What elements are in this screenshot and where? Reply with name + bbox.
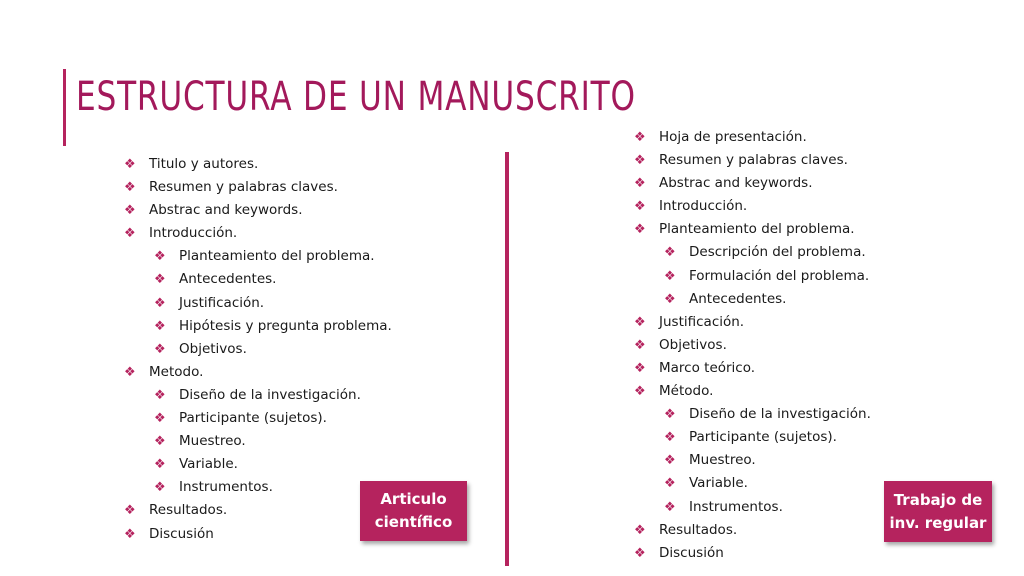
diamond-flower-icon: ❖ bbox=[154, 387, 166, 403]
sub-list-item bbox=[124, 430, 392, 453]
list-item-text: Objetivos. bbox=[659, 336, 727, 353]
list-item-text: Objetivos. bbox=[179, 340, 247, 357]
diamond-flower-icon: ❖ bbox=[634, 199, 646, 215]
list-item-text: Introducción. bbox=[149, 225, 238, 242]
diamond-flower-icon: ❖ bbox=[634, 176, 646, 192]
list-item-text: Muestreo. bbox=[179, 433, 246, 450]
sub-list-item bbox=[634, 472, 871, 495]
list-item-text: Hoja de presentación. bbox=[659, 129, 807, 145]
sub-list-item bbox=[634, 496, 871, 519]
list-item bbox=[124, 199, 392, 222]
sub-list-item bbox=[634, 403, 871, 426]
sub-list-item bbox=[124, 384, 392, 407]
diamond-flower-icon: ❖ bbox=[124, 364, 136, 380]
list-item-text: Planteamiento del problema. bbox=[659, 221, 855, 238]
list-item bbox=[634, 172, 871, 195]
list-item-text: Planteamiento del problema. bbox=[179, 248, 375, 265]
column-divider bbox=[505, 152, 509, 566]
articulo-cientifico-text: Articulo científico bbox=[374, 490, 453, 531]
list-item bbox=[634, 311, 871, 334]
list-item bbox=[634, 149, 871, 172]
diamond-flower-icon: ❖ bbox=[664, 476, 676, 492]
list-item bbox=[124, 523, 392, 546]
sub-list-item bbox=[124, 315, 392, 338]
list-item-text: Instrumentos. bbox=[689, 498, 783, 515]
list-item-text: Descripción del problema. bbox=[689, 244, 866, 261]
trabajo-investigacion-text: Trabajo de inv. regular bbox=[889, 490, 987, 532]
articulo-cientifico-label bbox=[360, 481, 467, 541]
diamond-flower-icon: ❖ bbox=[124, 203, 136, 219]
list-item bbox=[124, 361, 392, 384]
title-accent-bar bbox=[63, 69, 66, 146]
diamond-flower-icon: ❖ bbox=[634, 522, 646, 538]
diamond-flower-icon: ❖ bbox=[634, 337, 646, 353]
diamond-flower-icon: ❖ bbox=[664, 407, 676, 423]
diamond-flower-icon: ❖ bbox=[124, 157, 136, 172]
sub-list-item bbox=[124, 407, 392, 430]
list-item bbox=[124, 222, 392, 245]
diamond-flower-icon: ❖ bbox=[154, 341, 166, 357]
list-item bbox=[634, 334, 871, 357]
left-outline-list bbox=[124, 153, 392, 546]
list-item bbox=[634, 357, 871, 380]
trabajo-investigacion-label bbox=[884, 481, 992, 542]
list-item bbox=[124, 153, 392, 176]
diamond-flower-icon: ❖ bbox=[124, 503, 136, 519]
list-item-text: Instrumentos. bbox=[179, 479, 273, 496]
sub-list-item bbox=[124, 338, 392, 361]
list-item-text: Justificación. bbox=[659, 313, 745, 330]
list-item-text: Antecedentes. bbox=[689, 290, 787, 307]
list-item-text: Hipótesis y pregunta problema. bbox=[179, 317, 392, 334]
diamond-flower-icon: ❖ bbox=[634, 360, 646, 376]
list-item-text: Resultados. bbox=[149, 502, 228, 519]
diamond-flower-icon: ❖ bbox=[634, 222, 646, 238]
list-item-text: Diseño de la investigación. bbox=[689, 406, 871, 423]
sub-list-item bbox=[124, 268, 392, 291]
diamond-flower-icon: ❖ bbox=[664, 291, 676, 307]
list-item-text: Resumen y palabras claves. bbox=[659, 152, 848, 169]
list-item-text: Antecedentes. bbox=[179, 271, 277, 288]
list-item-text: Formulación del problema. bbox=[689, 267, 870, 284]
right-outline-list bbox=[634, 126, 871, 565]
sub-list-item bbox=[124, 476, 392, 499]
list-item-text: Variable. bbox=[179, 456, 238, 473]
list-item-text: Abstrac and keywords. bbox=[149, 202, 303, 219]
diamond-flower-icon: ❖ bbox=[124, 526, 136, 542]
diamond-flower-icon: ❖ bbox=[154, 434, 166, 450]
diamond-flower-icon: ❖ bbox=[154, 457, 166, 473]
sub-list-item bbox=[634, 265, 871, 288]
list-item bbox=[634, 195, 871, 218]
list-item bbox=[634, 126, 871, 149]
list-item-text: Discusión bbox=[149, 525, 214, 542]
diamond-flower-icon: ❖ bbox=[154, 480, 166, 496]
list-item-text: Diseño de la investigación. bbox=[179, 386, 361, 403]
diamond-flower-icon: ❖ bbox=[664, 430, 676, 446]
sub-list-item bbox=[634, 241, 871, 264]
list-item-text: Resultados. bbox=[659, 521, 738, 538]
list-item-text: Introducción. bbox=[659, 198, 748, 215]
diamond-flower-icon: ❖ bbox=[154, 411, 166, 427]
list-item-text: Metodo. bbox=[149, 363, 204, 380]
diamond-flower-icon: ❖ bbox=[634, 545, 646, 561]
diamond-flower-icon: ❖ bbox=[124, 226, 136, 242]
list-item-text: Método. bbox=[659, 383, 714, 400]
list-item-text: Justificación. bbox=[179, 294, 265, 311]
diamond-flower-icon: ❖ bbox=[154, 272, 166, 288]
sub-list-item bbox=[634, 426, 871, 449]
sub-list-item bbox=[124, 453, 392, 476]
list-item-text: Discusión bbox=[659, 544, 724, 561]
list-item-text: Abstrac and keywords. bbox=[659, 175, 813, 192]
diamond-flower-icon: ❖ bbox=[154, 318, 166, 334]
sub-list-item bbox=[124, 245, 392, 268]
list-item-text: Muestreo. bbox=[689, 452, 756, 469]
diamond-flower-icon: ❖ bbox=[154, 295, 166, 311]
list-item bbox=[124, 176, 392, 199]
diamond-flower-icon: ❖ bbox=[634, 130, 646, 145]
sub-list-item bbox=[634, 449, 871, 472]
diamond-flower-icon: ❖ bbox=[664, 268, 676, 284]
list-item bbox=[634, 519, 871, 542]
list-item bbox=[634, 380, 871, 403]
diamond-flower-icon: ❖ bbox=[664, 499, 676, 515]
diamond-flower-icon: ❖ bbox=[154, 249, 166, 265]
diamond-flower-icon: ❖ bbox=[634, 384, 646, 400]
list-item-text: Participante (sujetos). bbox=[179, 410, 327, 427]
list-item-text: Resumen y palabras claves. bbox=[149, 179, 338, 196]
diamond-flower-icon: ❖ bbox=[664, 453, 676, 469]
slide-title: ESTRUCTURA DE UN MANUSCRITO bbox=[76, 74, 636, 120]
list-item-text: Variable. bbox=[689, 475, 748, 492]
diamond-flower-icon: ❖ bbox=[664, 245, 676, 261]
list-item-text: Participante (sujetos). bbox=[689, 429, 837, 446]
list-item bbox=[124, 499, 392, 522]
diamond-flower-icon: ❖ bbox=[124, 180, 136, 196]
list-item-text: Titulo y autores. bbox=[149, 156, 259, 172]
list-item bbox=[634, 542, 871, 565]
sub-list-item bbox=[634, 288, 871, 311]
sub-list-item bbox=[124, 292, 392, 315]
diamond-flower-icon: ❖ bbox=[634, 153, 646, 169]
diamond-flower-icon: ❖ bbox=[634, 314, 646, 330]
list-item-text: Marco teórico. bbox=[659, 359, 756, 376]
list-item bbox=[634, 218, 871, 241]
